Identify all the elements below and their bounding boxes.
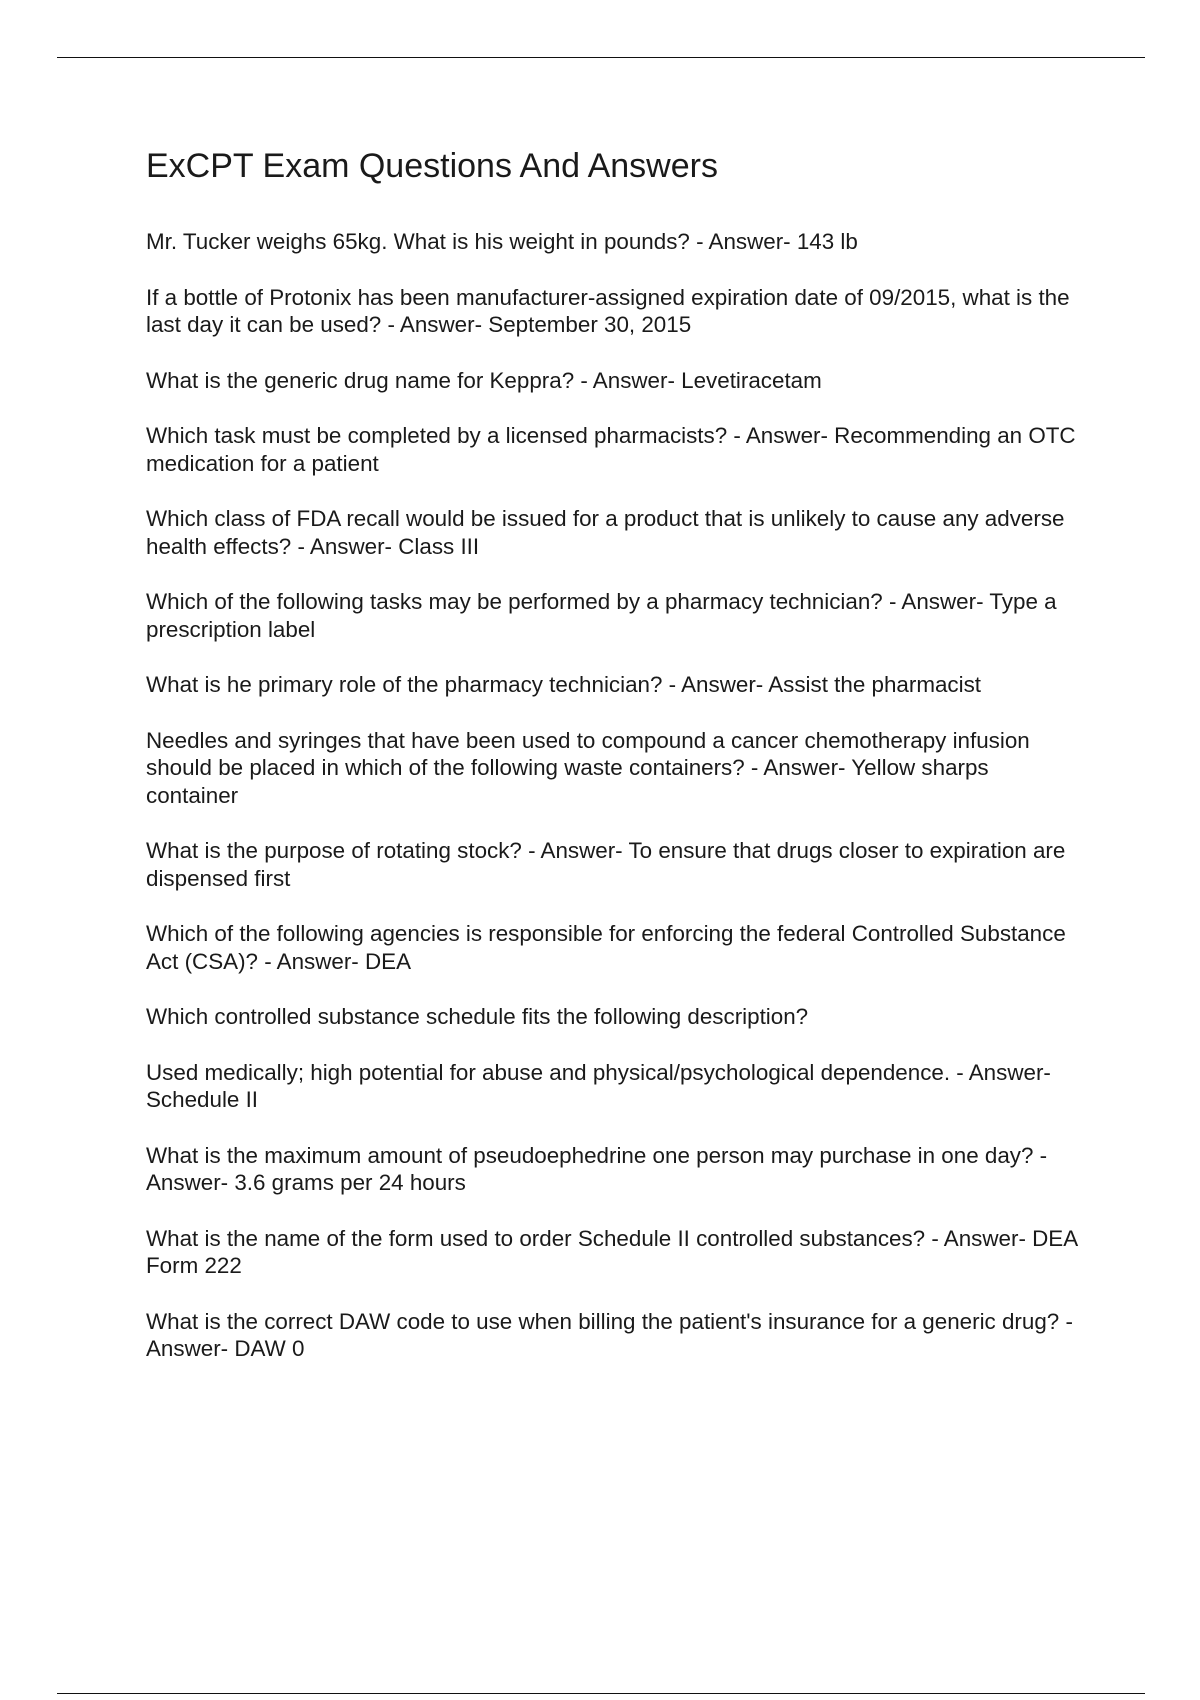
footer-rule — [57, 1693, 1145, 1694]
qa-item: What is the correct DAW code to use when billing the patient's insurance for a generic drug? - Answer- DAW 0 — [146, 1308, 1073, 1361]
document-body — [146, 140, 1086, 1391]
qa-item: What is the generic drug name for Keppra? - Answer- Levetiracetam — [146, 367, 822, 393]
qa-item: Which of the following agencies is responsible for enforcing the federal Controlled Substance Act (CSA)? - Answer- DEA — [146, 921, 1066, 974]
qa-item: Which class of FDA recall would be issued for a product that is unlikely to cause any adverse health effects? - Answer- Class III — [146, 506, 1065, 559]
qa-item: Which task must be completed by a licensed pharmacists? - Answer- Recommending an OTC medication for a patient — [146, 423, 1076, 476]
qa-item: Which of the following tasks may be performed by a pharmacy technician? - Answer- Type a prescription label — [146, 589, 1057, 642]
header-rule — [57, 57, 1145, 58]
page-title: ExCPT Exam Questions And Answers — [146, 147, 718, 185]
qa-item: Which controlled substance schedule fits the following description? — [146, 1004, 809, 1029]
qa-item: Used medically; high potential for abuse and physical/psychological dependence. - Answer- Schedule II — [146, 1059, 1051, 1112]
qa-item: What is the maximum amount of pseudoephedrine one person may purchase in one day? - Answer- 3.6 grams per 24 hours — [146, 1142, 1048, 1195]
qa-item: What is he primary role of the pharmacy technician? - Answer- Assist the pharmacist — [146, 672, 982, 697]
qa-item: What is the name of the form used to order Schedule II controlled substances? - Answer- DEA Form 222 — [146, 1225, 1077, 1278]
qa-item: Mr. Tucker weighs 65kg. What is his weight in pounds? - Answer- 143 lb — [146, 229, 858, 254]
qa-item: What is the purpose of rotating stock? - Answer- To ensure that drugs closer to expiration are dispensed first — [146, 838, 1066, 891]
qa-item: Needles and syringes that have been used to compound a cancer chemotherapy infusion should be placed in which of the following waste containers? - Answer- Yellow sharps container — [146, 727, 1030, 808]
qa-item: If a bottle of Protonix has been manufacturer-assigned expiration date of 09/2015, what is the last day it can be used? - Answer- September 30, 2015 — [146, 284, 1070, 337]
